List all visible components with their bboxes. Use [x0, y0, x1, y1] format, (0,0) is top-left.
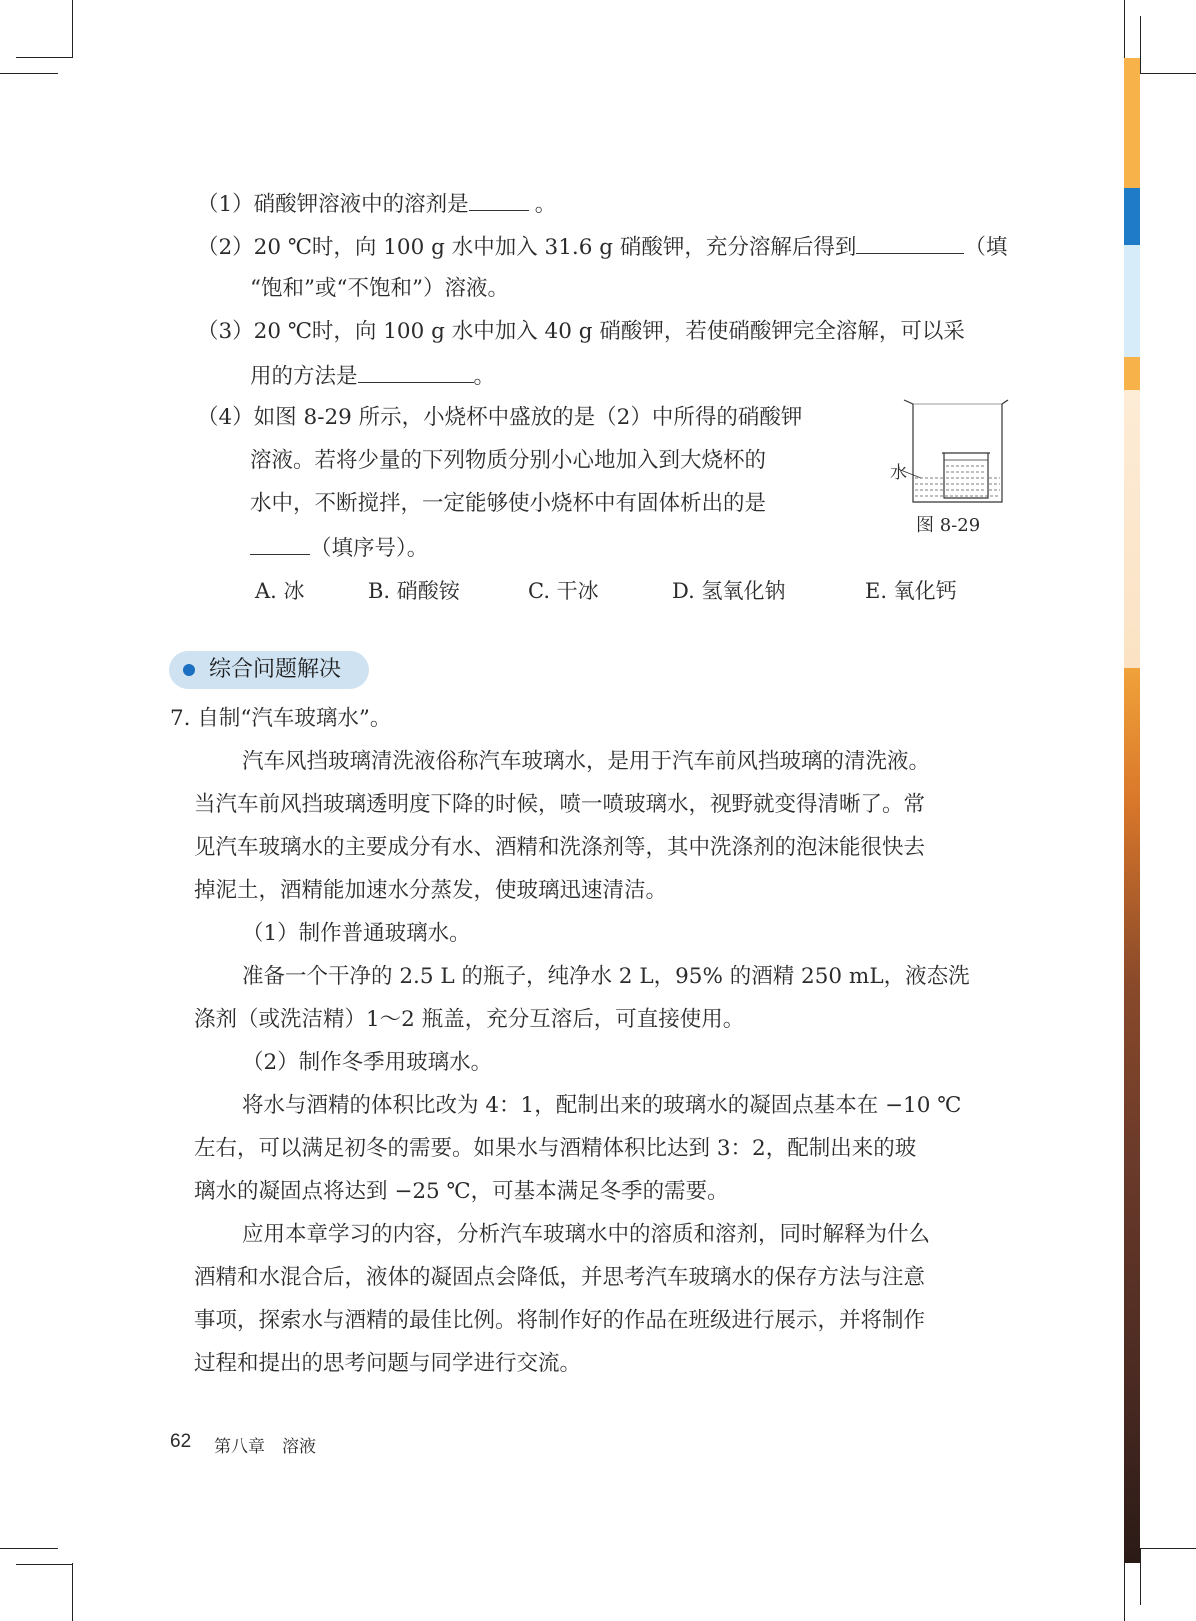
answer-blank-2[interactable] — [856, 231, 964, 254]
paragraph-4-line-3: 事项，探索水与酒精的最佳比例。将制作好的作品在班级进行展示，并将制作 — [194, 1308, 926, 1333]
edge-strip-orange-mid — [1124, 357, 1140, 390]
figure-caption: 图 8-29 — [916, 515, 981, 536]
crop-mark-bottom-right-v2 — [1140, 1548, 1141, 1605]
paragraph-1-line-4: 掉泥土，酒精能加速水分蒸发，使玻璃迅速清洁。 — [194, 878, 668, 903]
crop-mark-bottom-right-v — [1124, 1563, 1125, 1621]
beaker-figure — [888, 398, 1012, 508]
subheading-1: （1）制作普通玻璃水。 — [242, 921, 471, 946]
option-b: B. 硝酸铵 — [368, 579, 460, 603]
option-e: E. 氧化钙 — [865, 579, 957, 603]
bullet-dot-icon — [183, 664, 195, 676]
option-c: C. 干冰 — [528, 579, 599, 603]
paragraph-1-line-2: 当汽车前风挡玻璃透明度下降的时候，喷一喷玻璃水，视野就变得清晰了。常 — [194, 792, 926, 817]
crop-mark-bottom-left-h — [0, 1548, 58, 1549]
question-2-line-1 — [197, 231, 1007, 263]
paragraph-4-line-1: 应用本章学习的内容，分析汽车玻璃水中的溶质和溶剂，同时解释为什么 — [242, 1222, 931, 1247]
answer-blank-1[interactable] — [469, 188, 529, 211]
question-1-suffix: 。 — [534, 192, 557, 217]
option-a: A. 冰 — [255, 579, 305, 603]
edge-strip-lightblue — [1124, 245, 1140, 357]
paragraph-3-line-3: 璃水的凝固点将达到 −25 ℃，可基本满足冬季的需要。 — [194, 1179, 729, 1204]
paragraph-3-line-1: 将水与酒精的体积比改为 4：1，配制出来的玻璃水的凝固点基本在 −10 ℃ — [242, 1093, 962, 1118]
paragraph-3-line-2: 左右，可以满足初冬的需要。如果水与酒精体积比达到 3：2，配制出来的玻 — [194, 1136, 917, 1161]
crop-mark-top-left-h — [0, 73, 58, 74]
paragraph-4-line-2: 酒精和水混合后，液体的凝固点会降低，并思考汽车玻璃水的保存方法与注意 — [194, 1265, 926, 1290]
question-4-line-2: 溶液。若将少量的下列物质分别小心地加入到大烧杯的 — [250, 448, 767, 473]
question-4-line-4 — [250, 532, 428, 564]
question-4-suffix: （填序号）。 — [310, 536, 429, 561]
question-1 — [197, 188, 556, 220]
paragraph-4-line-4: 过程和提出的思考问题与同学进行交流。 — [194, 1351, 582, 1376]
section-title: 综合问题解决 — [209, 657, 342, 682]
question-7-title: 7. 自制“汽车玻璃水”。 — [170, 706, 392, 731]
question-3-text: 用的方法是 — [250, 364, 358, 389]
question-1-prefix: （1）硝酸钾溶液中的溶剂是 — [197, 192, 469, 217]
edge-strip-cream — [1124, 390, 1140, 668]
question-4-line-3: 水中，不断搅拌，一定能够使小烧杯中有固体析出的是 — [250, 491, 767, 516]
question-2-suffix: （填 — [964, 235, 1008, 260]
crop-mark-top-left-h2 — [16, 57, 73, 58]
paragraph-2-line-1: 准备一个干净的 2.5 L 的瓶子，纯净水 2 L，95% 的酒精 250 mL，液态洗 — [242, 964, 970, 989]
paragraph-1-line-3: 见汽车玻璃水的主要成分有水、酒精和洗涤剂等，其中洗涤剂的泡沫能很快去 — [194, 835, 926, 860]
edge-strip-orange-top — [1124, 58, 1140, 188]
edge-strip-blue — [1124, 188, 1140, 245]
question-4-line-1: （4）如图 8-29 所示，小烧杯中盛放的是（2）中所得的硝酸钾 — [197, 405, 803, 430]
option-d: D. 氢氧化钠 — [672, 579, 786, 603]
answer-blank-3[interactable] — [358, 360, 474, 383]
question-3-line-2 — [250, 360, 495, 392]
edge-strip-photo — [1124, 668, 1140, 1563]
crop-mark-bottom-right-h — [1140, 1548, 1196, 1549]
chapter-title: 第八章 溶液 — [214, 1437, 316, 1457]
crop-mark-top-right-v — [1124, 0, 1125, 58]
page-number: 62 — [170, 1431, 192, 1452]
paragraph-1-line-1: 汽车风挡玻璃清洗液俗称汽车玻璃水，是用于汽车前风挡玻璃的清洗液。 — [242, 749, 931, 774]
subheading-2: （2）制作冬季用玻璃水。 — [242, 1050, 493, 1075]
crop-mark-bottom-left-h2 — [16, 1564, 73, 1565]
paragraph-2-line-2: 涤剂（或洗洁精）1～2 瓶盖，充分互溶后，可直接使用。 — [194, 1007, 745, 1032]
crop-mark-bottom-left-v — [72, 1563, 73, 1621]
answer-blank-4[interactable] — [250, 532, 310, 555]
question-3-line-1: （3）20 ℃时，向 100 g 水中加入 40 g 硝酸钾，若使硝酸钾完全溶解，可以采 — [197, 319, 965, 344]
question-2-line-2: “饱和”或“不饱和”）溶液。 — [250, 276, 509, 301]
crop-mark-top-left-v — [72, 0, 73, 58]
crop-mark-top-right-h — [1140, 73, 1196, 74]
question-3-suffix: 。 — [473, 364, 496, 389]
figure-water-label: 水 — [890, 463, 907, 483]
crop-mark-top-right-v2 — [1140, 16, 1141, 73]
question-2-text: （2）20 ℃时，向 100 g 水中加入 31.6 g 硝酸钾，充分溶解后得到 — [197, 235, 857, 260]
